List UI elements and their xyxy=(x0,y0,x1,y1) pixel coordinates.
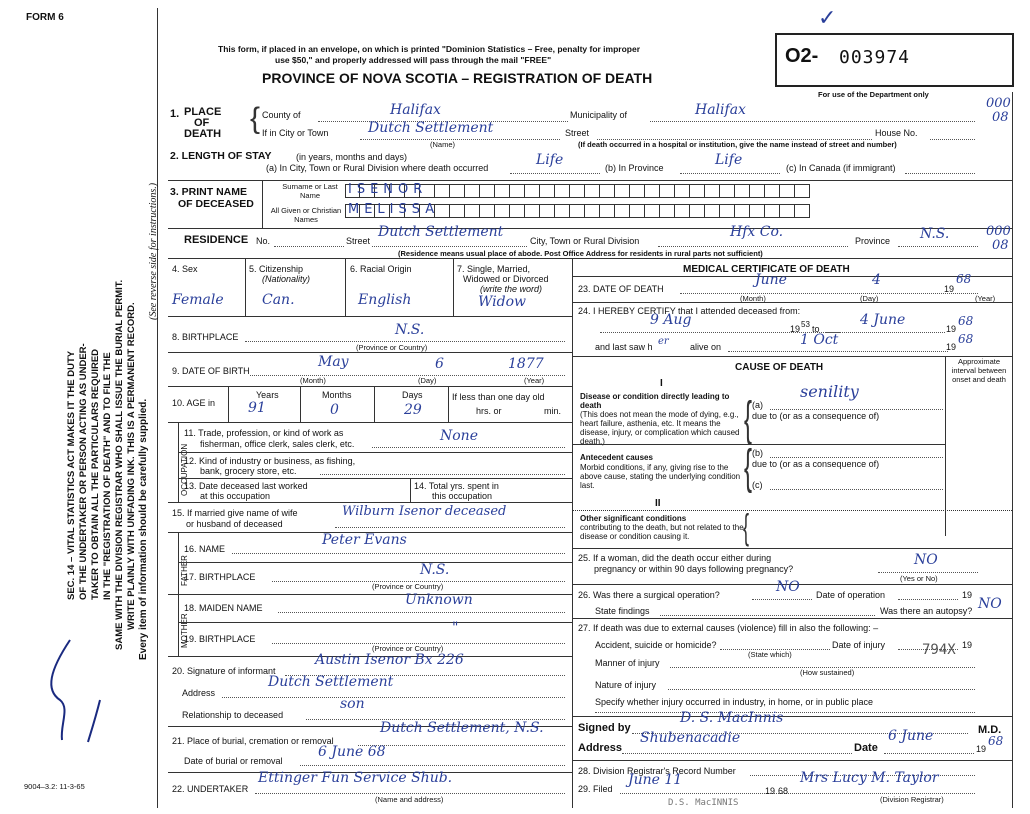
municipality-label: Municipality of xyxy=(570,110,628,120)
father-name-value: Peter Evans xyxy=(322,532,407,548)
sex-label: 4. Sex xyxy=(172,264,198,274)
name-grid-cell xyxy=(735,184,750,198)
name-grid-cell xyxy=(750,204,765,218)
racial-value: English xyxy=(358,292,412,308)
margin-signature-icon xyxy=(40,630,110,750)
filed-label: 29. Filed xyxy=(578,784,613,794)
form-title: PROVINCE OF NOVA SCOTIA – REGISTRATION OF DEATH xyxy=(262,70,653,86)
interval-label: Approximate interval between onset and death xyxy=(951,357,1007,384)
citizen-value: Can. xyxy=(262,292,295,308)
months-label: Months xyxy=(322,390,352,400)
registrar-sub: (Division Registrar) xyxy=(880,795,944,804)
from-year: 53 xyxy=(801,320,810,329)
res-code-1: 000 xyxy=(986,224,1011,239)
county-label: County of xyxy=(262,110,301,120)
hospital-note: (If death occurred in a hospital or institution, give the name instead of street and number) xyxy=(578,140,897,149)
stay-label: 2. LENGTH OF STAY xyxy=(170,150,272,162)
given-value: MELISSA xyxy=(348,202,440,217)
stay-a-label: (a) In City, Town or Rural Division where death occurred xyxy=(266,163,489,173)
dod-year: 68 xyxy=(956,272,972,286)
dod-day-label: (Day) xyxy=(860,294,879,303)
form-code: 9004–3.2: 11-3-65 xyxy=(24,782,85,791)
res-city-label: City, Town or Rural Division xyxy=(530,236,640,246)
name-sub: (Name) xyxy=(430,140,456,149)
name-grid-cell xyxy=(495,184,510,198)
roman-one: I xyxy=(660,378,663,389)
op-year: 19 xyxy=(962,590,973,600)
name-grid-cell xyxy=(720,184,735,198)
mail-note-2: use $50," and properly addressed will pass through the mail "FREE" xyxy=(275,55,552,65)
side-line-7: Every item of information should be carefully supplied. xyxy=(138,398,149,660)
father-bp-sub: (Province or Country) xyxy=(372,582,444,591)
other-label: Other significant conditions xyxy=(580,514,687,523)
given-label: All Given or Christian Names xyxy=(270,206,342,224)
side-line-1: SEC. 14 – VITAL STATISTICS ACT MAKES IT THE DUTY xyxy=(66,350,77,600)
disease-sub: (This does not mean the mode of dying, e.g., heart failure, asthenia, etc. It means the disease, injury, or complication which caused death.) xyxy=(580,410,740,446)
autopsy-value: NO xyxy=(978,596,1002,612)
birthplace-label: 8. BIRTHPLACE xyxy=(172,332,239,342)
injury-year: 19 xyxy=(962,640,973,650)
surname-value: ISENOR xyxy=(348,182,428,197)
name-grid-cell xyxy=(555,204,570,218)
sex-value: Female xyxy=(172,292,224,308)
informant-label: 20. Signature of informant xyxy=(172,666,276,676)
attend-from: 9 Aug xyxy=(650,312,692,328)
name-grid-cell xyxy=(660,204,675,218)
name-grid-cell xyxy=(750,184,765,198)
external-label: 27. If death was due to external causes (violence) fill in also the following: – xyxy=(578,623,879,633)
certify-label: 24. I HEREBY CERTIFY that I attended deceased from: xyxy=(578,306,801,316)
spouse-value: Wilburn Isenor deceased xyxy=(342,504,507,519)
res-city-value: Hfx Co. xyxy=(730,224,784,240)
dod-label: 23. DATE OF DEATH xyxy=(578,284,664,294)
maiden-label: 18. MAIDEN NAME xyxy=(184,603,263,613)
name-grid-cell xyxy=(510,184,525,198)
res-street-value: Dutch Settlement xyxy=(378,224,504,240)
md-label: M.D. xyxy=(978,724,1002,736)
signed-by-label: Signed by xyxy=(578,722,631,734)
marital-value: Widow xyxy=(478,294,526,310)
dod-year-label: (Year) xyxy=(975,294,996,303)
dept-code-1: 000 xyxy=(986,96,1011,111)
hrs-label: hrs. or xyxy=(476,406,502,416)
surname-label: Surname or Last Name xyxy=(282,182,338,200)
preg-value: NO xyxy=(914,552,938,568)
stamp-code: 794X xyxy=(922,642,956,658)
res-province-label: Province xyxy=(855,236,891,246)
burial-date-label: Date of burial or removal xyxy=(184,756,283,766)
filed-value: June 11 xyxy=(628,772,683,788)
preg-label: 25. If a woman, did the death occur either during xyxy=(578,553,772,563)
county-value: Halifax xyxy=(390,102,441,118)
trade-label: 11. Trade, profession, or kind of work as xyxy=(184,428,344,438)
side-line-4: IN THE "REGISTRATION OF DEATH" AND TO FILE THE xyxy=(102,352,113,600)
res-code-2: 08 xyxy=(992,238,1009,253)
relationship-label: Relationship to deceased xyxy=(182,710,284,720)
cert-date-value: 6 June xyxy=(888,728,934,744)
state-which-sub: (State which) xyxy=(748,650,792,659)
res-no-label: No. xyxy=(256,236,271,246)
dod-month: June xyxy=(755,272,787,288)
name-grid-cell xyxy=(645,184,660,198)
name-grid-cell xyxy=(480,204,495,218)
trade-value: None xyxy=(440,428,478,444)
house-label: House No. xyxy=(875,128,918,138)
left-margin-rule xyxy=(157,8,158,808)
place-label: PLACE xyxy=(184,106,222,118)
father-bp-value: N.S. xyxy=(420,562,450,578)
manner-label: Manner of injury xyxy=(595,658,660,668)
last-saw-label: and last saw h xyxy=(595,342,653,352)
autopsy-label: Was there an autopsy? xyxy=(880,606,973,616)
name-grid-cell xyxy=(585,204,600,218)
age-label: 10. AGE in xyxy=(172,398,216,408)
dept-code-2: 08 xyxy=(992,110,1009,125)
nature-label: Nature of injury xyxy=(595,680,657,690)
days-label: Days xyxy=(402,390,423,400)
other-sub: contributing to the death, but not related to the disease or condition causing it. xyxy=(580,523,744,541)
accident-label: Accident, suicide or homicide? xyxy=(595,640,717,650)
municipality-value: Halifax xyxy=(695,102,746,118)
cause-title: CAUSE OF DEATH xyxy=(735,362,824,373)
name-grid-cell xyxy=(450,204,465,218)
reg-prefix: O2- xyxy=(785,45,819,67)
injury-date-label: Date of injury xyxy=(832,640,886,650)
to-year-prefix: 19 xyxy=(946,324,957,334)
side-line-8: (See reverse side for instructions.) xyxy=(148,182,159,320)
dob-day: 6 xyxy=(435,356,444,372)
name-grid-cell xyxy=(735,204,750,218)
street-label: Street xyxy=(565,128,590,138)
antecedent-label: Antecedent causes xyxy=(580,453,653,462)
stay-b-value: Life xyxy=(715,152,743,168)
city-value: Dutch Settlement xyxy=(368,120,494,136)
birthplace-sub: (Province or Country) xyxy=(356,343,428,352)
surgical-label: 26. Was there a surgical operation? xyxy=(578,590,720,600)
filed-year: 68 xyxy=(778,786,789,796)
place-num: 1. xyxy=(170,108,180,120)
form-number: FORM 6 xyxy=(26,12,64,23)
years-label: Years xyxy=(256,390,279,400)
side-line-6: WRITE PLAINLY WITH UNFADING INK. THIS IS A PERMANENT RECORD. xyxy=(126,302,137,630)
cert-year-prefix: 19 xyxy=(976,744,987,754)
disease-label: Disease or condition directly leading to death xyxy=(580,392,730,410)
name-grid-cell xyxy=(525,184,540,198)
name-grid-cell xyxy=(615,204,630,218)
name-grid-cell xyxy=(465,184,480,198)
to-label: to xyxy=(812,324,820,334)
physician-address-label: Address xyxy=(578,742,623,754)
side-line-2: OF THE UNDERTAKER OR PERSON ACTING AS UNDER- xyxy=(78,343,89,600)
attend-to: 4 June xyxy=(860,312,906,328)
min-label: min. xyxy=(544,406,562,416)
dob-month-label: (Month) xyxy=(300,376,326,385)
spouse-sub: or husband of deceased xyxy=(186,519,283,529)
months-value: 0 xyxy=(330,402,339,418)
reg-number: 003974 xyxy=(839,47,911,68)
name-grid-cell xyxy=(630,184,645,198)
record-number-label: 28. Division Registrar's Record Number xyxy=(578,766,736,776)
state-findings-label: State findings xyxy=(595,606,650,616)
how-sustained-sub: (How sustained) xyxy=(800,668,855,677)
cause-a-value: senility xyxy=(800,382,859,401)
name-grid-cell xyxy=(540,204,555,218)
name-grid-cell xyxy=(690,204,705,218)
physician-address-value: Shubenacadie xyxy=(640,730,741,746)
cause-b-label: (b) xyxy=(752,448,763,458)
dod-month-label: (Month) xyxy=(740,294,766,303)
name-grid-cell xyxy=(600,184,615,198)
to-year: 68 xyxy=(958,314,974,328)
mother-bp-label: 19. BIRTHPLACE xyxy=(184,634,256,644)
name-grid-cell xyxy=(480,184,495,198)
name-grid-cell xyxy=(795,204,810,218)
alive-on-label: alive on xyxy=(690,342,722,352)
res-street-label: Street xyxy=(346,236,371,246)
occupation-vertical: OCCUPATION xyxy=(180,443,189,496)
lt-day-label: If less than one day old xyxy=(452,392,545,402)
name-grid-cell xyxy=(660,184,675,198)
informant-address-value: Dutch Settlement xyxy=(268,674,394,690)
dob-year: 1877 xyxy=(508,356,544,372)
days-value: 29 xyxy=(404,402,422,418)
name-grid-cell xyxy=(465,204,480,218)
informant-address-label: Address xyxy=(182,688,216,698)
dob-month: May xyxy=(318,354,349,370)
name-grid-cell xyxy=(690,184,705,198)
name-grid-cell xyxy=(555,184,570,198)
place-label-2: OF xyxy=(194,117,210,129)
name-grid-cell xyxy=(675,204,690,218)
last-year-prefix: 19 xyxy=(946,342,957,352)
burial-value: Dutch Settlement, N.S. xyxy=(380,720,544,736)
racial-label: 6. Racial Origin xyxy=(350,264,412,274)
dept-use: For use of the Department only xyxy=(818,90,929,99)
last-worked-label: 13. Date deceased last worked xyxy=(184,481,308,491)
roman-two: II xyxy=(655,498,661,509)
last-year: 68 xyxy=(958,332,974,346)
deceased-label: OF DECEASED xyxy=(178,198,254,210)
marital-sub-1: Widowed or Divorced xyxy=(463,274,549,284)
mother-bp-sub: (Province or Country) xyxy=(372,644,444,653)
relationship-value: son xyxy=(340,696,365,712)
cause-a-label: (a) xyxy=(752,400,763,410)
yes-no-sub: (Yes or No) xyxy=(900,574,938,583)
name-grid-cell xyxy=(780,204,795,218)
father-vertical: FATHER xyxy=(180,555,189,586)
due-to-2: due to (or as a consequence of) xyxy=(752,459,880,469)
side-line-5: SAME WITH THE DIVISION REGISTRAR WHO SHALL ISSUE THE BURIAL PERMIT. xyxy=(114,279,125,650)
signed-by-value: D. S. MacInnis xyxy=(680,710,784,726)
cert-date-label: Date xyxy=(854,742,878,754)
preg-sub: pregnancy or within 90 days following pregnancy? xyxy=(594,564,794,574)
spouse-label: 15. If married give name of wife xyxy=(172,508,298,518)
dob-label: 9. DATE OF BIRTH xyxy=(172,366,250,376)
name-grid-cell xyxy=(645,204,660,218)
center-divider xyxy=(572,258,573,808)
name-grid-cell xyxy=(600,204,615,218)
name-grid-cell xyxy=(675,184,690,198)
marital-label: 7. Single, Married, xyxy=(457,264,531,274)
cause-c-label: (c) xyxy=(752,480,763,490)
undertaker-label: 22. UNDERTAKER xyxy=(172,784,249,794)
name-grid-cell xyxy=(795,184,810,198)
city-label: If in City or Town xyxy=(262,128,329,138)
father-bp-label: 17. BIRTHPLACE xyxy=(184,572,256,582)
marital-sub-2: (write the word) xyxy=(480,284,543,294)
father-name-label: 16. NAME xyxy=(184,544,226,554)
surgical-value: NO xyxy=(776,579,800,595)
print-name-label: 3. PRINT NAME xyxy=(170,186,248,198)
mother-bp-value: " xyxy=(452,620,459,636)
name-grid-cell xyxy=(570,184,585,198)
from-year-prefix: 19 xyxy=(790,324,801,334)
name-grid-cell xyxy=(705,184,720,198)
last-saw-value: 1 Oct xyxy=(800,332,839,348)
name-grid-cell xyxy=(450,184,465,198)
years-value: 91 xyxy=(248,400,266,416)
residence-note: (Residence means usual place of abode. Post Office Address for residents in rural parts not sufficient) xyxy=(398,249,763,258)
right-border xyxy=(1012,92,1013,808)
total-years-sub: this occupation xyxy=(432,491,493,501)
burial-date-value: 6 June 68 xyxy=(318,744,386,760)
burial-label: 21. Place of burial, cremation or removal xyxy=(172,736,334,746)
name-grid-cell xyxy=(615,184,630,198)
total-years-label: 14. Total yrs. spent in xyxy=(414,481,499,491)
name-grid-cell xyxy=(495,204,510,218)
side-line-3: TAKER TO OBTAIN ALL THE PARTICULARS REQUIRED xyxy=(90,348,101,600)
name-grid-cell xyxy=(765,184,780,198)
citizen-label: 5. Citizenship xyxy=(249,264,304,274)
name-grid-cell xyxy=(570,204,585,218)
industry-label: 12. Kind of industry or business, as fishing, xyxy=(184,456,356,466)
cert-year: 68 xyxy=(988,734,1004,748)
last-worked-sub: at this occupation xyxy=(200,491,271,501)
antecedent-sub: Morbid conditions, if any, giving rise to the above cause, stating the underlying condition last. xyxy=(580,463,741,490)
undertaker-sub: (Name and address) xyxy=(375,795,444,804)
place-label-3: DEATH xyxy=(184,128,222,140)
physician-stamp: D.S. MacINNIS xyxy=(668,798,739,808)
filed-year-prefix: 19 xyxy=(765,786,776,796)
due-to-1: due to (or as a consequence of) xyxy=(752,411,880,421)
stay-a-value: Life xyxy=(536,152,564,168)
dod-year-prefix: 19 xyxy=(944,284,955,294)
registrar-value: Mrs Lucy M. Taylor xyxy=(800,770,939,786)
name-grid-cell xyxy=(630,204,645,218)
name-grid-cell xyxy=(435,184,450,198)
name-grid-cell xyxy=(720,204,735,218)
informant-value: Austin Isenor Bx 226 xyxy=(315,652,464,668)
birthplace-value: N.S. xyxy=(395,322,425,338)
name-grid-cell xyxy=(705,204,720,218)
maiden-value: Unknown xyxy=(405,592,473,608)
check-mark: ✓ xyxy=(818,6,837,31)
dob-day-label: (Day) xyxy=(418,376,437,385)
name-grid-cell xyxy=(585,184,600,198)
residence-label: RESIDENCE xyxy=(184,234,249,246)
name-grid-cell xyxy=(765,204,780,218)
undertaker-value: Ettinger Fun Service Shub. xyxy=(258,770,453,786)
last-saw-h: er xyxy=(658,336,669,347)
industry-sub: bank, grocery store, etc. xyxy=(200,466,297,476)
dob-year-label: (Year) xyxy=(524,376,545,385)
res-province-value: N.S. xyxy=(920,226,950,242)
stay-sub: (in years, months and days) xyxy=(296,152,408,162)
mail-note-1: This form, if placed in an envelope, on which is printed "Dominion Statistics – Free, penalty for improper xyxy=(218,44,641,54)
medical-title: MEDICAL CERTIFICATE OF DEATH xyxy=(683,264,850,275)
op-date-label: Date of operation xyxy=(816,590,886,600)
specify-label: Specify whether injury occurred in industry, in home, or in public place xyxy=(595,697,873,707)
name-grid-cell xyxy=(540,184,555,198)
dod-day: 4 xyxy=(872,272,881,288)
name-grid-cell xyxy=(780,184,795,198)
stay-c-label: (c) In Canada (if immigrant) xyxy=(786,163,896,173)
citizen-sub: (Nationality) xyxy=(262,274,311,284)
name-grid-cell xyxy=(525,204,540,218)
name-grid-cell xyxy=(510,204,525,218)
registration-number-box xyxy=(775,33,1014,87)
stay-b-label: (b) In Province xyxy=(605,163,664,173)
trade-sub: fisherman, office clerk, sales clerk, etc. xyxy=(200,439,355,449)
mother-vertical: MOTHER xyxy=(180,613,189,648)
